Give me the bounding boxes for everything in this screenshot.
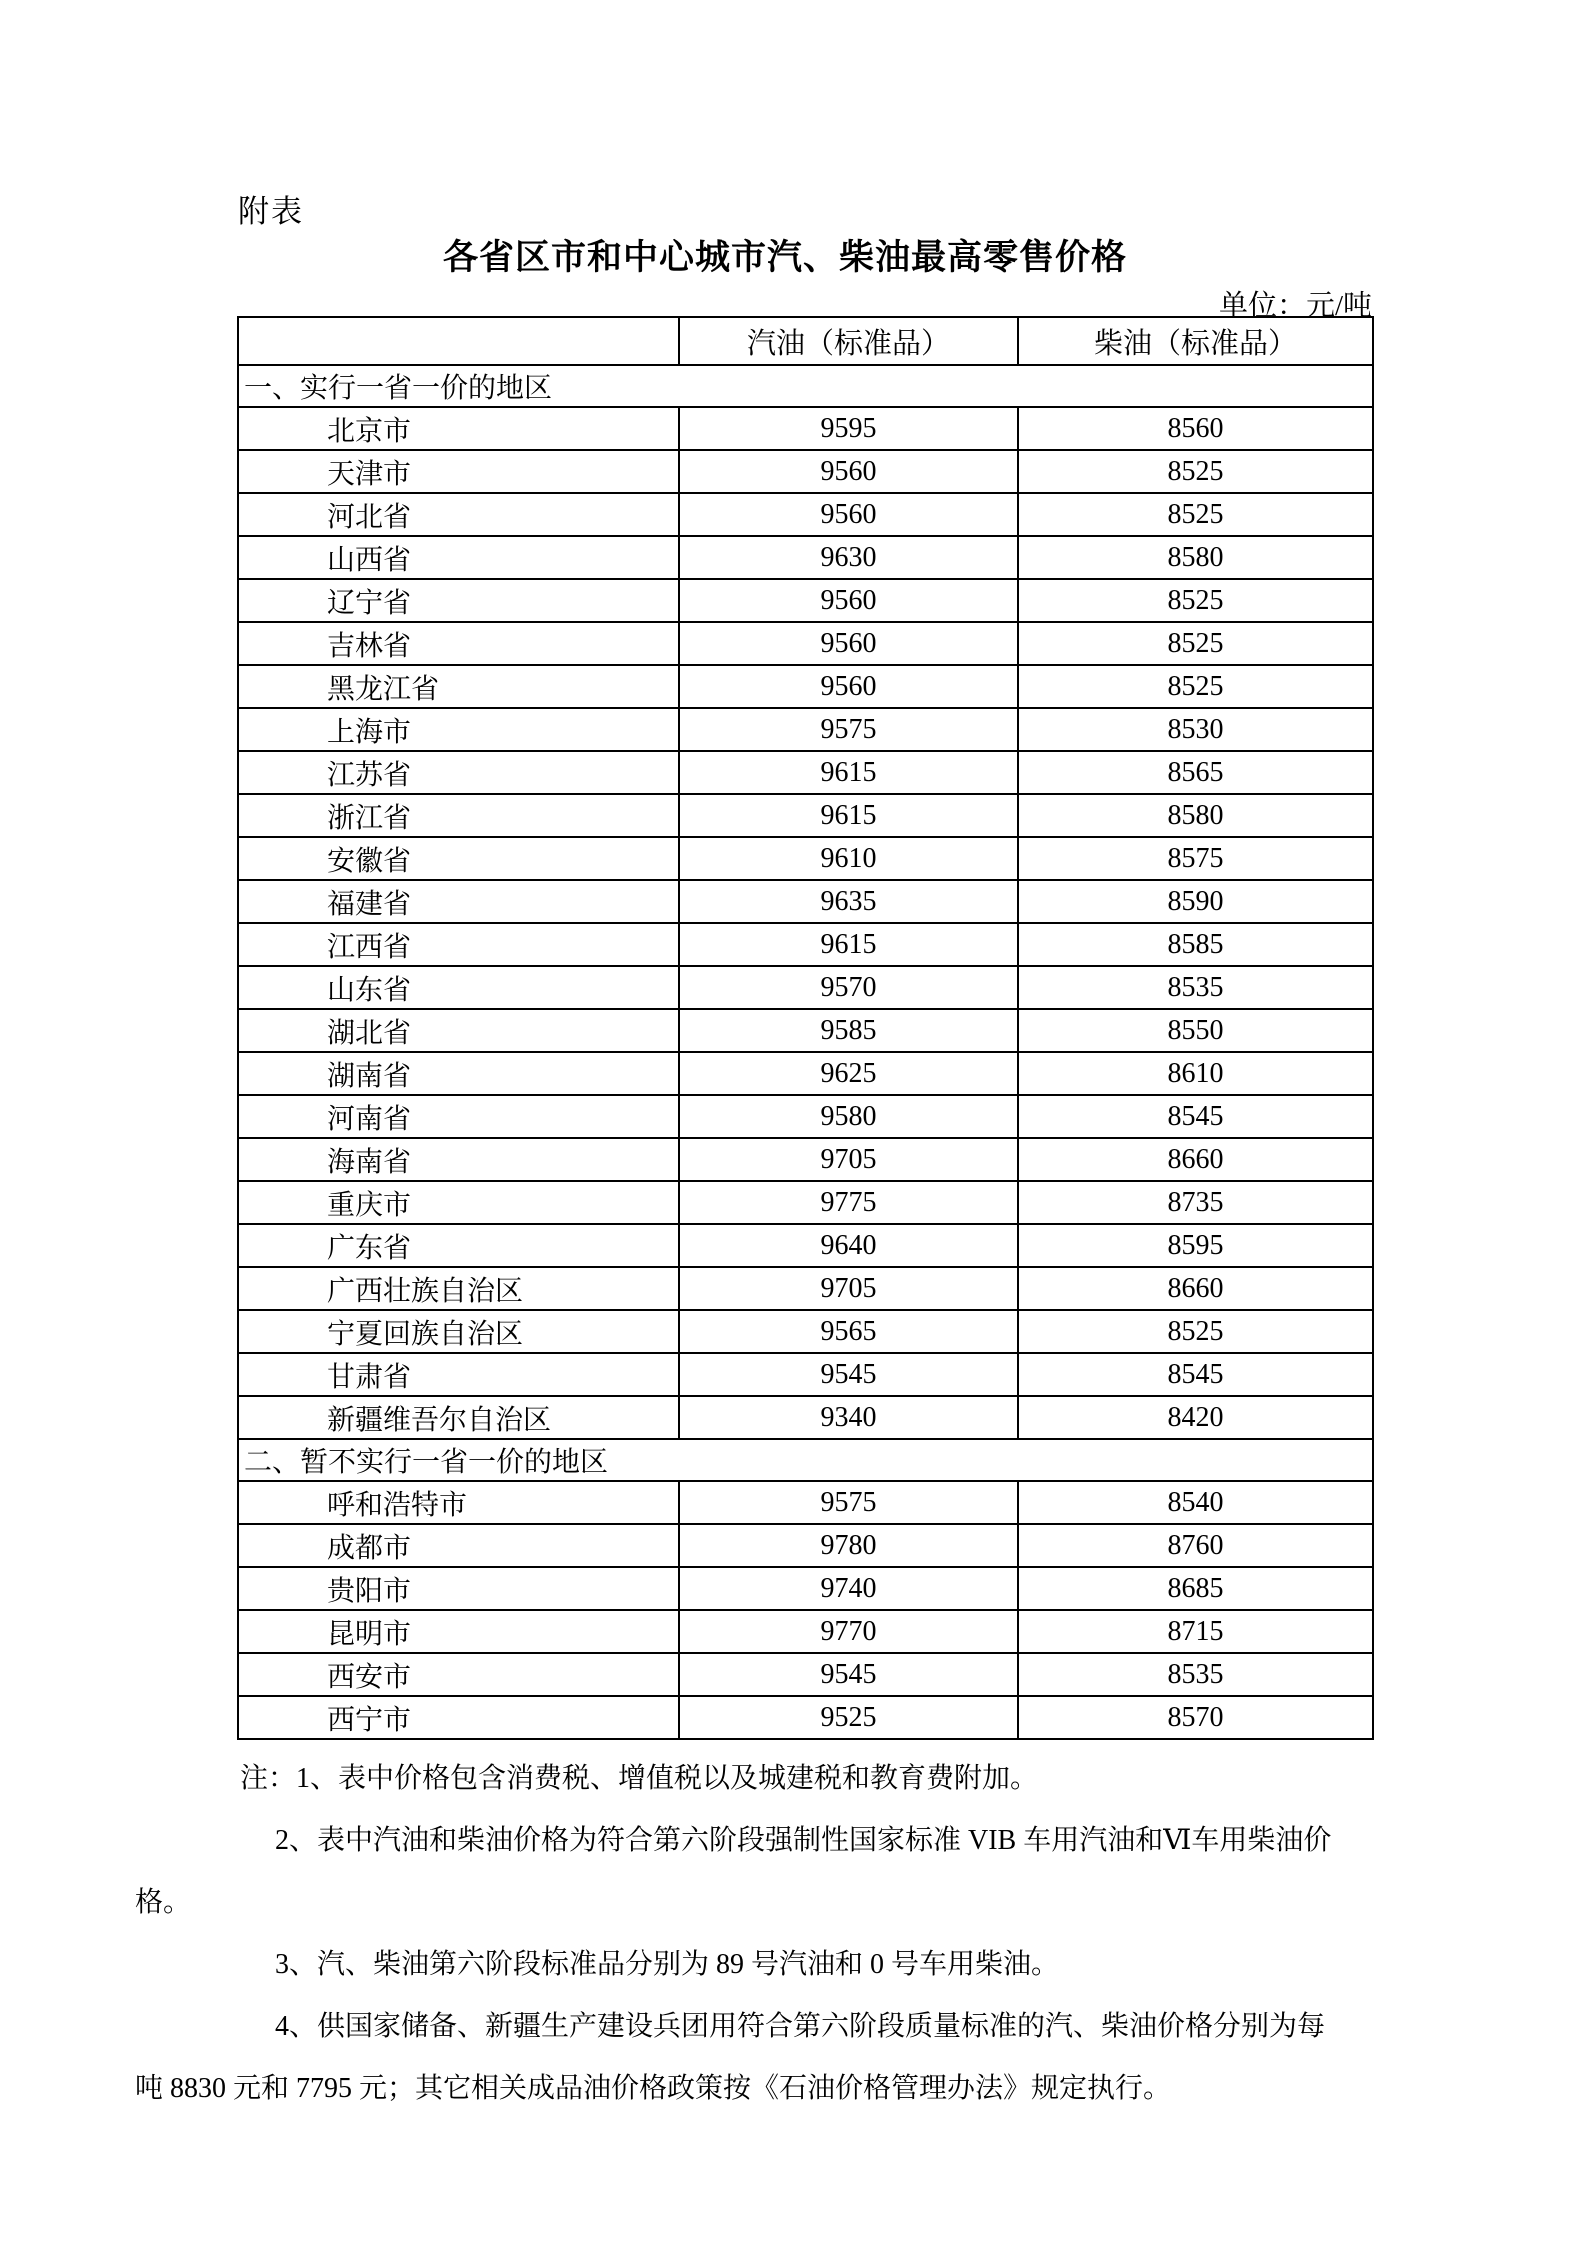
gasoline-price-cell: 9560 (679, 579, 1018, 622)
region-cell: 山东省 (238, 966, 679, 1009)
note-line: 吨 8830 元和 7795 元；其它相关成品油价格政策按《石油价格管理办法》规定执行。 (135, 2073, 1172, 2104)
table-row (238, 1696, 1373, 1739)
note-line: 格。 (135, 1887, 192, 1918)
region-cell: 黑龙江省 (238, 665, 679, 708)
table-row (238, 837, 1373, 880)
region-cell: 上海市 (238, 708, 679, 751)
table-row (238, 1567, 1373, 1610)
note-line: 3、汽、柴油第六阶段标准品分别为 89 号汽油和 0 号车用柴油。 (275, 1949, 1060, 1980)
gasoline-price-cell: 9705 (679, 1138, 1018, 1181)
region-cell: 广西壮族自治区 (238, 1267, 679, 1310)
table-row (238, 1610, 1373, 1653)
column-header-gasoline: 汽油（标准品） (679, 317, 1018, 365)
section-header: 二、暂不实行一省一价的地区 (238, 1439, 1373, 1481)
region-cell: 贵阳市 (238, 1567, 679, 1610)
diesel-price-cell: 8585 (1018, 923, 1373, 966)
diesel-price-cell: 8525 (1018, 493, 1373, 536)
table-row (238, 1481, 1373, 1524)
table-row (238, 1224, 1373, 1267)
section-header-row (238, 1439, 1373, 1481)
gasoline-price-cell: 9770 (679, 1610, 1018, 1653)
region-cell: 宁夏回族自治区 (238, 1310, 679, 1353)
gasoline-price-cell: 9545 (679, 1653, 1018, 1696)
gasoline-price-cell: 9615 (679, 923, 1018, 966)
diesel-price-cell: 8535 (1018, 1653, 1373, 1696)
gasoline-price-cell: 9340 (679, 1396, 1018, 1439)
diesel-price-cell: 8715 (1018, 1610, 1373, 1653)
table-row (238, 493, 1373, 536)
unit-label: 单位：元/吨 (1218, 290, 1372, 322)
gasoline-price-cell: 9570 (679, 966, 1018, 1009)
table-row (238, 966, 1373, 1009)
table-row (238, 1052, 1373, 1095)
table-row (238, 794, 1373, 837)
gasoline-price-cell: 9560 (679, 622, 1018, 665)
diesel-price-cell: 8550 (1018, 1009, 1373, 1052)
gasoline-price-cell: 9545 (679, 1353, 1018, 1396)
table-row (238, 665, 1373, 708)
region-cell: 安徽省 (238, 837, 679, 880)
diesel-price-cell: 8525 (1018, 622, 1373, 665)
diesel-price-cell: 8685 (1018, 1567, 1373, 1610)
note-line: 4、供国家储备、新疆生产建设兵团用符合第六阶段质量标准的汽、柴油价格分别为每 (275, 2011, 1326, 2042)
region-cell: 江西省 (238, 923, 679, 966)
diesel-price-cell: 8525 (1018, 1310, 1373, 1353)
region-cell: 福建省 (238, 880, 679, 923)
gasoline-price-cell: 9780 (679, 1524, 1018, 1567)
gasoline-price-cell: 9560 (679, 450, 1018, 493)
region-cell: 西宁市 (238, 1696, 679, 1739)
diesel-price-cell: 8545 (1018, 1095, 1373, 1138)
gasoline-price-cell: 9630 (679, 536, 1018, 579)
table-row (238, 1353, 1373, 1396)
attachment-label: 附表 (238, 194, 304, 229)
diesel-price-cell: 8575 (1018, 837, 1373, 880)
diesel-price-cell: 8420 (1018, 1396, 1373, 1439)
diesel-price-cell: 8560 (1018, 407, 1373, 450)
region-cell: 呼和浩特市 (238, 1481, 679, 1524)
diesel-price-cell: 8580 (1018, 536, 1373, 579)
gasoline-price-cell: 9640 (679, 1224, 1018, 1267)
column-header-region (238, 317, 679, 365)
region-cell: 河北省 (238, 493, 679, 536)
table-row (238, 407, 1373, 450)
table-row (238, 1396, 1373, 1439)
region-cell: 辽宁省 (238, 579, 679, 622)
table-row (238, 579, 1373, 622)
table-row (238, 1267, 1373, 1310)
table-header-row (238, 317, 1373, 365)
section-header: 一、实行一省一价的地区 (238, 365, 1373, 407)
region-cell: 浙江省 (238, 794, 679, 837)
gasoline-price-cell: 9585 (679, 1009, 1018, 1052)
diesel-price-cell: 8760 (1018, 1524, 1373, 1567)
diesel-price-cell: 8565 (1018, 751, 1373, 794)
gasoline-price-cell: 9560 (679, 493, 1018, 536)
diesel-price-cell: 8540 (1018, 1481, 1373, 1524)
note-line: 2、表中汽油和柴油价格为符合第六阶段强制性国家标准 VIB 车用汽油和Ⅵ车用柴油价 (275, 1825, 1332, 1856)
diesel-price-cell: 8660 (1018, 1267, 1373, 1310)
page-title: 各省区市和中心城市汽、柴油最高零售价格 (442, 238, 1127, 277)
note-line: 注：1、表中价格包含消费税、增值税以及城建税和教育费附加。 (240, 1763, 1039, 1794)
region-cell: 湖南省 (238, 1052, 679, 1095)
region-cell: 甘肃省 (238, 1353, 679, 1396)
table-row (238, 622, 1373, 665)
diesel-price-cell: 8570 (1018, 1696, 1373, 1739)
gasoline-price-cell: 9615 (679, 794, 1018, 837)
region-cell: 天津市 (238, 450, 679, 493)
region-cell: 新疆维吾尔自治区 (238, 1396, 679, 1439)
table-row (238, 923, 1373, 966)
gasoline-price-cell: 9610 (679, 837, 1018, 880)
region-cell: 湖北省 (238, 1009, 679, 1052)
table-row (238, 708, 1373, 751)
table-row (238, 1181, 1373, 1224)
region-cell: 西安市 (238, 1653, 679, 1696)
gasoline-price-cell: 9740 (679, 1567, 1018, 1610)
diesel-price-cell: 8545 (1018, 1353, 1373, 1396)
region-cell: 山西省 (238, 536, 679, 579)
region-cell: 昆明市 (238, 1610, 679, 1653)
diesel-price-cell: 8735 (1018, 1181, 1373, 1224)
gasoline-price-cell: 9580 (679, 1095, 1018, 1138)
table-row (238, 1095, 1373, 1138)
region-cell: 吉林省 (238, 622, 679, 665)
table-row (238, 1524, 1373, 1567)
region-cell: 北京市 (238, 407, 679, 450)
table-row (238, 450, 1373, 493)
diesel-price-cell: 8610 (1018, 1052, 1373, 1095)
table-row (238, 1138, 1373, 1181)
gasoline-price-cell: 9565 (679, 1310, 1018, 1353)
diesel-price-cell: 8530 (1018, 708, 1373, 751)
gasoline-price-cell: 9705 (679, 1267, 1018, 1310)
gasoline-price-cell: 9525 (679, 1696, 1018, 1739)
table-row (238, 1653, 1373, 1696)
diesel-price-cell: 8525 (1018, 450, 1373, 493)
region-cell: 河南省 (238, 1095, 679, 1138)
region-cell: 成都市 (238, 1524, 679, 1567)
gasoline-price-cell: 9775 (679, 1181, 1018, 1224)
price-table (237, 316, 1374, 1740)
gasoline-price-cell: 9575 (679, 1481, 1018, 1524)
region-cell: 广东省 (238, 1224, 679, 1267)
region-cell: 海南省 (238, 1138, 679, 1181)
region-cell: 江苏省 (238, 751, 679, 794)
notes-section (135, 1748, 1465, 2120)
table-row (238, 536, 1373, 579)
gasoline-price-cell: 9575 (679, 708, 1018, 751)
table-row (238, 1310, 1373, 1353)
diesel-price-cell: 8535 (1018, 966, 1373, 1009)
diesel-price-cell: 8590 (1018, 880, 1373, 923)
region-cell: 重庆市 (238, 1181, 679, 1224)
section-header-row (238, 365, 1373, 407)
gasoline-price-cell: 9595 (679, 407, 1018, 450)
diesel-price-cell: 8660 (1018, 1138, 1373, 1181)
column-header-diesel: 柴油（标准品） (1018, 317, 1373, 365)
gasoline-price-cell: 9625 (679, 1052, 1018, 1095)
table-row (238, 1009, 1373, 1052)
diesel-price-cell: 8525 (1018, 579, 1373, 622)
diesel-price-cell: 8595 (1018, 1224, 1373, 1267)
table-row (238, 751, 1373, 794)
gasoline-price-cell: 9615 (679, 751, 1018, 794)
diesel-price-cell: 8525 (1018, 665, 1373, 708)
table-row (238, 880, 1373, 923)
gasoline-price-cell: 9560 (679, 665, 1018, 708)
diesel-price-cell: 8580 (1018, 794, 1373, 837)
gasoline-price-cell: 9635 (679, 880, 1018, 923)
